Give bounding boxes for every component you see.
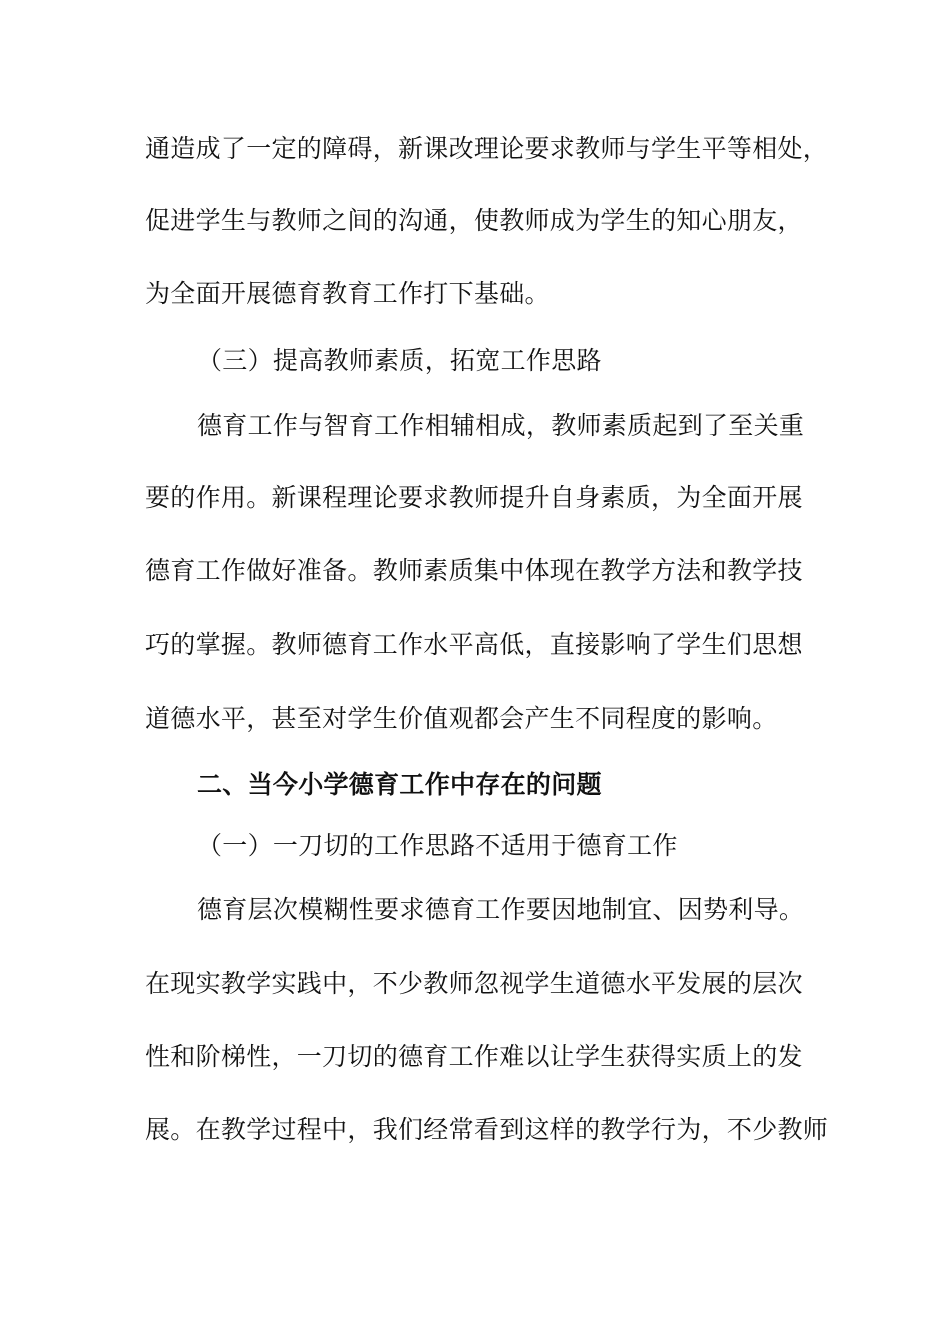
text-line-5: 要的作用。新课程理论要求教师提升自身素质，为全面开展 [145, 483, 803, 512]
text-line-1: 通造成了一定的障碍，新课改理论要求教师与学生平等相处， [145, 134, 829, 163]
text-line-3: 为全面开展德育教育工作打下基础。 [145, 279, 550, 308]
text-line-9: 德育层次模糊性要求德育工作要因地制宜、因势利导。 [197, 895, 805, 924]
text-line-4: 德育工作与智育工作相辅相成，教师素质起到了至关重 [197, 411, 805, 440]
section-heading-1: （一）一刀切的工作思路不适用于德育工作 [197, 831, 678, 860]
section-heading-3: （三）提高教师素质，拓宽工作思路 [197, 346, 602, 375]
text-line-7: 巧的掌握。教师德育工作水平高低，直接影响了学生们思想 [145, 630, 803, 659]
text-line-2: 促进学生与教师之间的沟通，使教师成为学生的知心朋友， [145, 206, 803, 235]
text-line-8: 道德水平，甚至对学生价值观都会产生不同程度的影响。 [145, 704, 778, 733]
text-line-12: 展。在教学过程中，我们经常看到这样的教学行为，不少教师 [145, 1115, 829, 1144]
chapter-heading-2: 二、当今小学德育工作中存在的问题 [197, 770, 602, 799]
text-line-11: 性和阶梯性，一刀切的德育工作难以让学生获得实质上的发 [145, 1042, 803, 1071]
text-line-10: 在现实教学实践中，不少教师忽视学生道德水平发展的层次 [145, 969, 803, 998]
text-line-6: 德育工作做好准备。教师素质集中体现在教学方法和教学技 [145, 556, 803, 585]
